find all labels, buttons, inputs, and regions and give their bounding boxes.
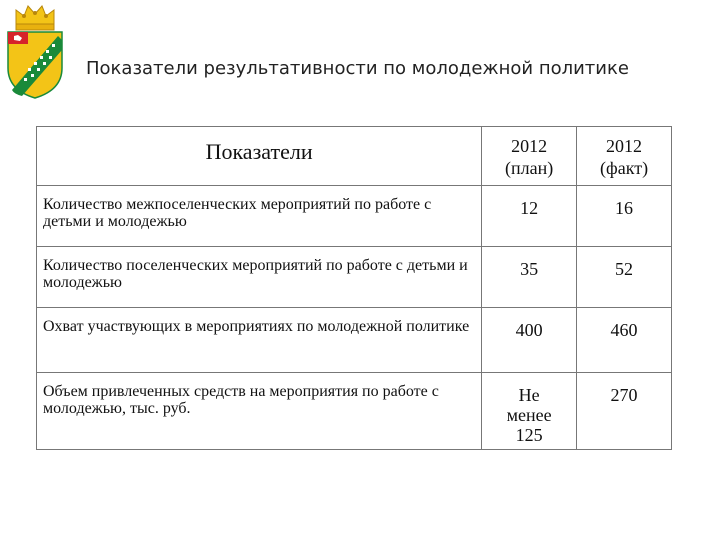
row-fact-value: 16 (577, 186, 672, 247)
row-label: Количество поселенческих мероприятий по работе с детьми и молодежью (37, 247, 482, 308)
row-plan-value: 400 (482, 308, 577, 373)
header-fact-year: 2012 (606, 136, 643, 156)
header-plan-year: 2012 (511, 136, 548, 156)
table-row (37, 186, 672, 247)
header-fact (577, 127, 672, 186)
header-fact-note: (факт) (600, 158, 649, 178)
table-header-row (37, 127, 672, 186)
indicators-table (36, 126, 672, 450)
table-row (37, 247, 672, 308)
row-fact-value: 460 (577, 308, 672, 373)
row-plan-value: 12 (482, 186, 577, 247)
row-fact-value: 270 (577, 373, 672, 450)
header-plan (482, 127, 577, 186)
row-fact-value: 52 (577, 247, 672, 308)
header-indicators: Показатели (37, 127, 482, 186)
header-plan-note: (план) (505, 158, 554, 178)
row-plan-value: Не менее 125 (482, 373, 577, 450)
coat-of-arms-emblem (2, 2, 68, 100)
page-title: Показатели результативности по молодежной политике (86, 58, 629, 79)
shield-icon (8, 32, 62, 98)
table-row (37, 373, 672, 450)
row-plan-value: 35 (482, 247, 577, 308)
row-label: Охват участвующих в мероприятиях по молодежной политике (37, 308, 482, 373)
row-label: Объем привлеченных средств на мероприятия по работе с молодежью, тыс. руб. (37, 373, 482, 450)
crown-icon (16, 6, 54, 30)
row-label: Количество межпоселенческих мероприятий по работе с детьми и молодежью (37, 186, 482, 247)
table-row (37, 308, 672, 373)
